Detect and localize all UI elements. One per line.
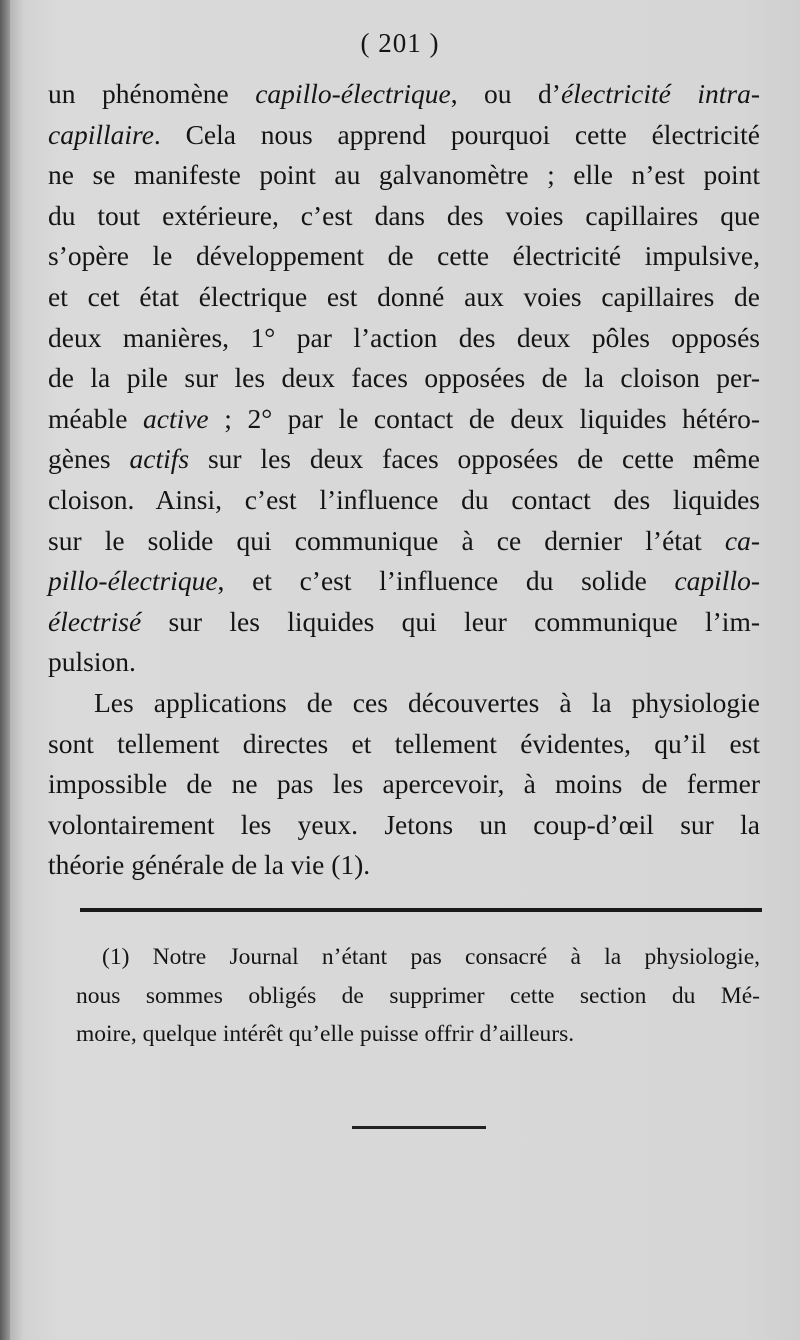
text-line (48, 764, 760, 805)
text-run: un phénomène (48, 78, 256, 109)
text-run: sur les deux faces opposées de cette même (189, 443, 760, 475)
page-spine-shadow (0, 0, 10, 1340)
text-run: (1) Notre Journal n’étant pas consacré à la physiologie, (102, 944, 760, 970)
footnote-separator-rule (80, 908, 762, 912)
end-of-section-rule (352, 1126, 486, 1129)
text-run: et cet état électrique est donné aux voies capillaires de (48, 280, 760, 312)
text-line (48, 480, 760, 521)
italic-text: capillo- (674, 565, 760, 597)
text-run: moire, quelque intérêt qu’elle puisse offrir d’ailleurs. (76, 1021, 575, 1047)
text-run: nous sommes obligés de supprimer cette section du Mé- (76, 982, 760, 1009)
text-line (48, 318, 760, 359)
text-run: . Cela nous apprend pourquoi cette électricité (153, 118, 760, 150)
italic-text: capillo-électrique (255, 78, 451, 109)
text-run: méable (48, 402, 143, 434)
italic-text: active (142, 402, 209, 434)
text-run: pulsion. (48, 646, 136, 678)
text-run: de la pile sur les deux faces opposées de la cloison per- (48, 362, 760, 394)
text-run: gènes (48, 443, 130, 475)
text-line (48, 602, 760, 643)
text-line (48, 683, 760, 724)
paragraph-2 (48, 683, 760, 886)
text-run: impossible de ne pas les apercevoir, à moins de fermer (48, 768, 760, 800)
text-run: deux manières, 1° par l’action des deux pôles opposés (48, 321, 760, 353)
text-line (48, 439, 760, 480)
text-run: , et c’est l’influence du solide (217, 565, 675, 597)
text-run: sur le solide qui communique à ce dernier l’état (48, 524, 725, 556)
text-line (48, 236, 760, 277)
footnote-line (76, 977, 760, 1016)
text-line (48, 74, 760, 115)
italic-text: électricité intra- (560, 78, 760, 109)
footnote (76, 938, 760, 1054)
text-run: cloison. Ainsi, c’est l’influence du contact des liquides (48, 483, 760, 515)
text-line (48, 358, 760, 399)
italic-text: ca- (724, 524, 760, 556)
text-run: ; 2° par le contact de deux liquides hétéro- (208, 402, 760, 434)
text-line (48, 399, 760, 440)
text-line (48, 155, 760, 196)
text-line (48, 196, 760, 237)
text-line (48, 115, 760, 156)
main-text (48, 74, 760, 886)
italic-text: actifs (129, 443, 190, 475)
text-run: s’opère le développement de cette électricité impulsive, (48, 240, 760, 272)
text-run: sur les liquides qui leur communique l’im- (141, 605, 760, 637)
text-line (48, 277, 760, 318)
italic-text: capillaire (48, 118, 154, 150)
text-run: volontairement les yeux. Jetons un coup-d’œil sur la (48, 808, 760, 840)
text-line (48, 845, 760, 886)
text-run: ne se manifeste point au galvanomètre ; elle n’est point (48, 159, 760, 191)
footnote-line (76, 1015, 760, 1054)
text-line (48, 521, 760, 562)
text-line (48, 724, 760, 765)
italic-text: électrisé (48, 605, 142, 637)
text-run: du tout extérieure, c’est dans des voies capillaires que (48, 199, 760, 231)
text-line (48, 561, 760, 602)
footnote-line (76, 938, 760, 977)
text-run: Les applications de ces découvertes à la physiologie (94, 686, 760, 718)
text-line (48, 642, 760, 683)
text-run: , ou d’ (450, 78, 561, 109)
text-line (48, 805, 760, 846)
paragraph-1 (48, 74, 760, 683)
page-number: ( 201 ) (360, 28, 440, 58)
text-run: théorie générale de la vie (1). (48, 849, 371, 881)
text-run: sont tellement directes et tellement évidentes, qu’il est (48, 727, 760, 759)
italic-text: pillo-électrique (48, 565, 218, 597)
